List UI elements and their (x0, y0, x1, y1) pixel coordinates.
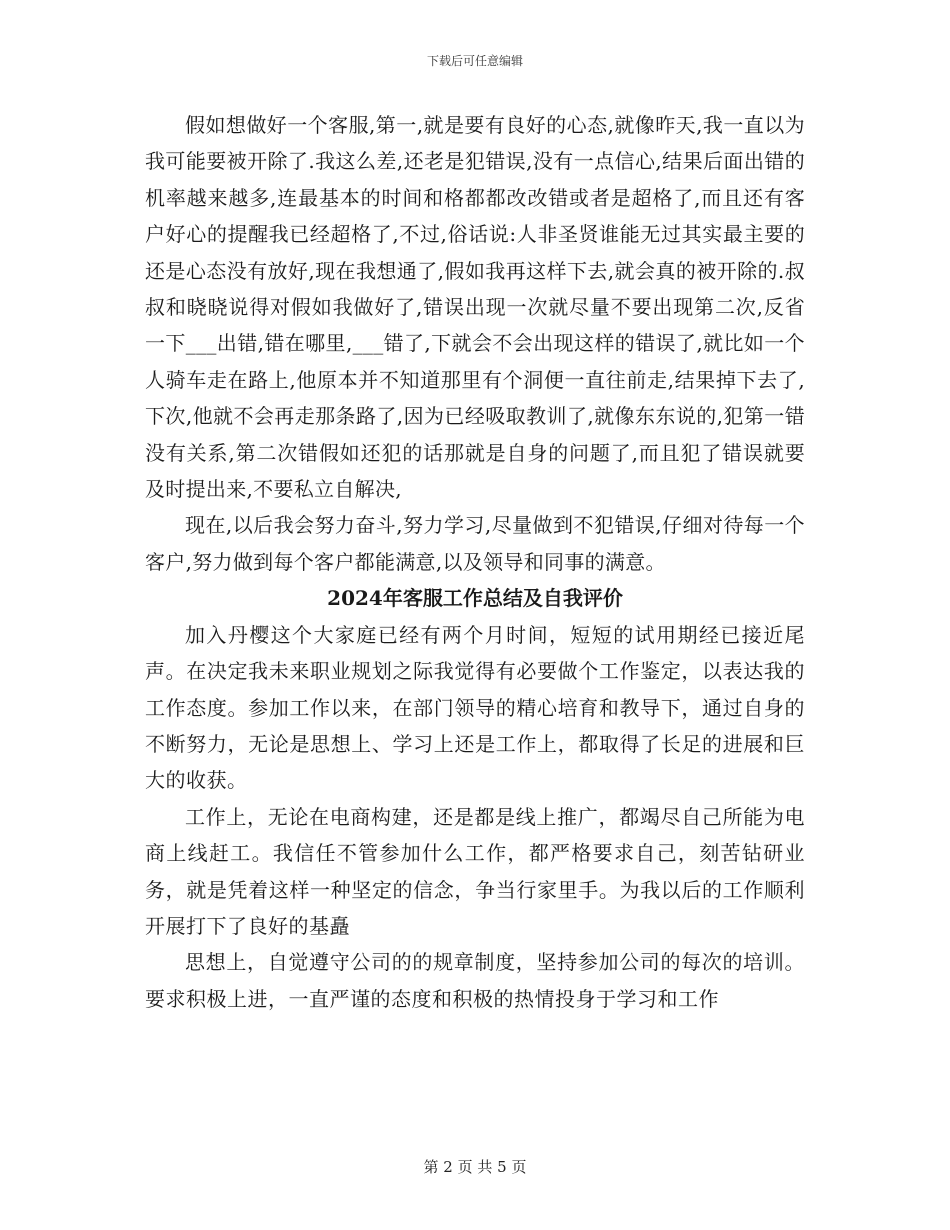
paragraph: 假如想做好一个客服,第一,就是要有良好的心态,就像昨天,我一直以为我可能要被开除了.我这么差,还老是犯错误,没有一点信心,结果后面出错的机率越来越多,连最基本的时间和格都都改改错或者是超格了,而且还有客户好心的提醒我已经超格了,不过,俗话说:人非圣贤谁能无过其实最主要的还是心态没有放好,现在我想通了,假如我再这样下去,就会真的被开除的.叔叔和晓晓说得对假如我做好了,错误出现一次就尽量不要出现第二次,反省一下___出错,错在哪里,___错了,下就会不会出现这样的错误了,就比如一个人骑车走在路上,他原本并不知道那里有个洞便一直往前走,结果掉下去了,下次,他就不会再走那条路了,因为已经吸取教训了,就像东东说的,犯第一错没有关系,第二次错假如还犯的话那就是自身的问题了,而且犯了错误就要及时提出来,不要私立自解决, (145, 113, 805, 502)
page-number: 第 2 页 共 5 页 (423, 1158, 527, 1176)
paragraph: 加入丹樱这个大家庭已经有两个月时间，短短的试用期经已接近尾声。在决定我未来职业规划之际我觉得有必要做个工作鉴定，以表达我的工作态度。参加工作以来，在部门领导的精心培育和教导下，通过自身的不断努力，无论是思想上、学习上还是工作上，都取得了长足的进展和巨大的收获。 (145, 622, 805, 793)
page-header-note: 下载后可任意编辑 (426, 54, 523, 68)
paragraph: 工作上，无论在电商构建，还是都是线上推广，都竭尽自己所能为电商上线赶工。我信任不管参加什么工作，都严格要求自己，刻苦钻研业务，就是凭着这样一种坚定的信念，争当行家里手。为我以后的工作顺利开展打下了良好的基矗 (145, 804, 805, 938)
document-body (145, 107, 805, 1017)
paragraph: 现在,以后我会努力奋斗,努力学习,尽量做到不犯错误,仔细对待每一个客户,努力做到每个客户都能满意,以及领导和同事的满意。 (145, 513, 805, 574)
document-title: 2024年客服工作总结及自我评价 (327, 586, 623, 611)
paragraph: 思想上，自觉遵守公司的的规章制度，坚持参加公司的每次的培训。要求积极上进，一直严谨的态度和积极的热情投身于学习和工作 (145, 950, 805, 1011)
